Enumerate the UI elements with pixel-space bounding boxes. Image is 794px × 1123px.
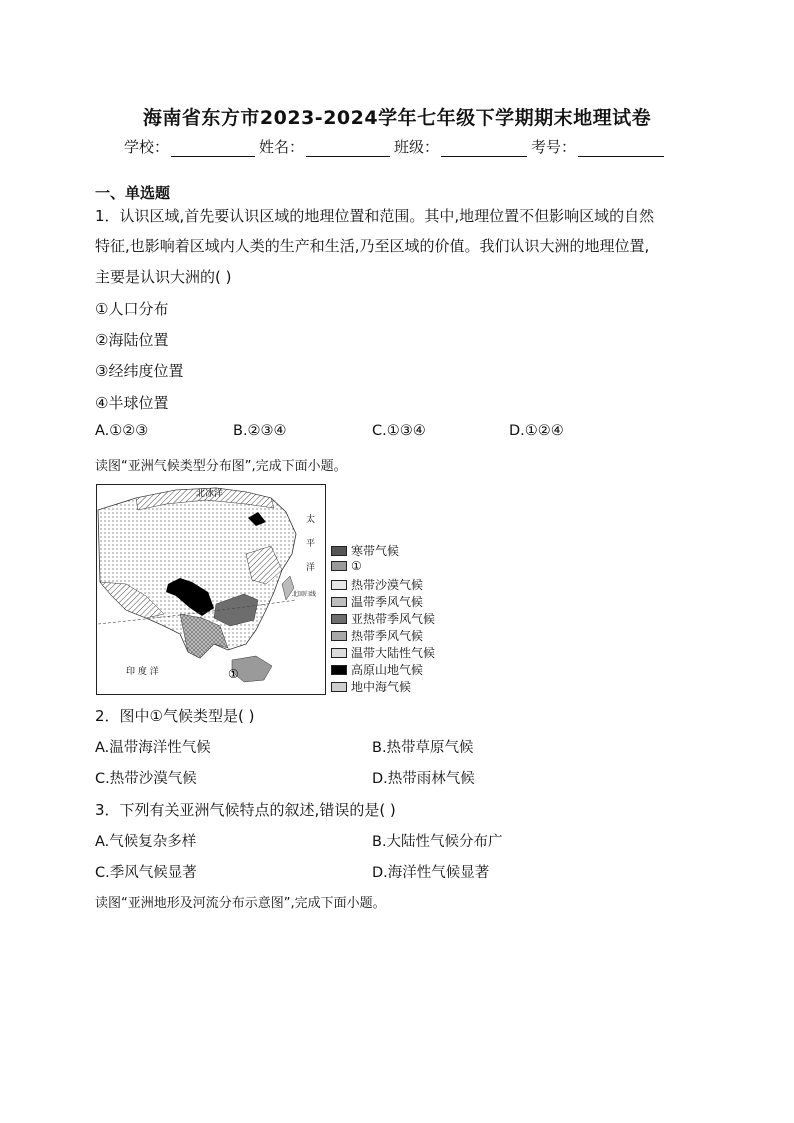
legend-item-cold [331, 542, 399, 559]
q1-option-b: B.②③④ [233, 423, 287, 439]
legend-item-plateau [331, 661, 423, 678]
ocean-pacific-2: 平 [306, 539, 316, 549]
q3-option-b: B.大陆性气候分布广 [372, 834, 503, 850]
legend-swatch [331, 665, 347, 675]
legend-label: 温带大陆性气候 [351, 646, 436, 660]
legend-label: ① [351, 559, 362, 573]
legend-item-temperate-monsoon [331, 593, 423, 610]
q1-line1: 1．认识区域,首先要认识区域的地理位置和范围。其中,地理位置不但影响区域的自然 [95, 207, 655, 225]
legend-swatch [331, 546, 347, 556]
ocean-pacific-3: 洋 [306, 563, 316, 573]
legend-swatch [331, 580, 347, 590]
legend-label: 热带季风气候 [351, 629, 424, 643]
q1-line3: 主要是认识大洲的( ) [95, 268, 232, 286]
legend-label: 寒带气候 [351, 544, 400, 558]
asia-climate-map [96, 484, 326, 695]
legend-label: 地中海气候 [351, 680, 412, 694]
legend-label: 温带季风气候 [351, 595, 424, 609]
q1-item-4: ④半球位置 [95, 394, 169, 412]
exam-no-blank [578, 140, 664, 157]
ocean-indian-label: 印 度 洋 [126, 667, 159, 677]
q3-option-d: D.海洋性气候显著 [372, 865, 490, 881]
legend-item-mediterranean [331, 678, 411, 695]
legend-item-marker [331, 559, 362, 573]
legend-swatch [331, 682, 347, 692]
q1-item-2: ②海陆位置 [95, 331, 169, 349]
map-intro-2: 读图“亚洲地形及河流分布示意图”,完成下面小题。 [95, 896, 386, 911]
q3-option-c: C.季风气候显著 [95, 865, 197, 881]
q2-option-b: B.热带草原气候 [372, 740, 474, 756]
legend-item-desert [331, 576, 423, 593]
page-title: 海南省东方市2023-2024学年七年级下学期期末地理试卷 [142, 107, 652, 129]
q1-option-d: D.①②④ [509, 423, 564, 439]
class-label: 班级： [394, 138, 440, 156]
q1-item-1: ①人口分布 [95, 300, 169, 318]
section-heading: 一、单选题 [95, 184, 171, 202]
legend-label: 亚热带季风气候 [351, 612, 436, 626]
legend-swatch [331, 561, 347, 571]
student-info-line [124, 136, 668, 157]
q2-option-c: C.热带沙漠气候 [95, 771, 197, 787]
q1-item-3: ③经纬度位置 [95, 362, 184, 380]
class-blank [441, 140, 527, 157]
exam-no-label: 考号： [531, 138, 577, 156]
school-label: 学校： [124, 138, 170, 156]
legend-label: 高原山地气候 [351, 663, 424, 677]
legend-item-subtropical-monsoon [331, 610, 435, 627]
legend-swatch [331, 648, 347, 658]
q1-option-a: A.①②③ [95, 423, 149, 439]
q2-option-d: D.热带雨林气候 [372, 771, 475, 787]
q3-option-a: A.气候复杂多样 [95, 834, 197, 850]
legend-item-continental [331, 644, 435, 661]
legend-swatch [331, 597, 347, 607]
ocean-north-label: 北冰洋 [196, 489, 224, 499]
q1-option-c: C.①③④ [372, 423, 426, 439]
q3-stem: 3．下列有关亚洲气候特点的叙述,错误的是( ) [95, 801, 396, 819]
name-blank [306, 140, 390, 157]
q2-option-a: A.温带海洋性气候 [95, 740, 211, 756]
tropic-line-label: 北回归线 [292, 591, 317, 598]
q1-line2: 特征,也影响着区域内人类的生产和生活,乃至区域的价值。我们认识大洲的地理位置, [95, 237, 650, 255]
legend-item-tropical-monsoon [331, 627, 423, 644]
name-label: 姓名： [259, 138, 305, 156]
legend-swatch [331, 614, 347, 624]
marker-1: ① [228, 667, 239, 681]
legend-swatch [331, 631, 347, 641]
q2-stem: 2．图中①气候类型是( ) [95, 707, 255, 725]
ocean-pacific-1: 太 [306, 515, 316, 525]
legend-label: 热带沙漠气候 [351, 578, 424, 592]
map-intro-1: 读图“亚洲气候类型分布图”,完成下面小题。 [95, 459, 347, 474]
school-blank [171, 140, 255, 157]
